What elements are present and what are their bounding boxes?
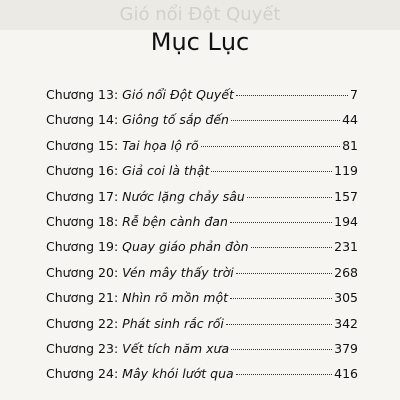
- page-number: 81: [342, 137, 358, 153]
- toc-entry-label: [46, 290, 228, 306]
- toc-entry: [46, 265, 358, 290]
- table-of-contents: [46, 87, 358, 392]
- page-number: 231: [334, 239, 358, 255]
- dot-leader: [236, 273, 332, 274]
- page-number: 194: [334, 213, 358, 229]
- page-number: 7: [350, 87, 358, 102]
- chapter-number: Chương 13:: [46, 87, 119, 102]
- chapter-number: Chương 24:: [46, 366, 119, 382]
- chapter-title: Phát sinh rắc rối: [122, 315, 224, 331]
- dot-leader: [231, 349, 332, 350]
- page-number: 119: [334, 163, 358, 179]
- chapter-number: Chương 15:: [46, 137, 119, 153]
- toc-entry-label: [46, 87, 234, 103]
- page-number: 268: [334, 264, 358, 280]
- chapter-number: Chương 17:: [46, 188, 119, 204]
- chapter-title: Vén mây thấy trời: [122, 264, 234, 280]
- dot-leader: [201, 146, 340, 147]
- toc-entry: [46, 163, 358, 188]
- page-number: 416: [334, 366, 358, 382]
- page-number: 305: [334, 290, 358, 306]
- dot-leader: [230, 298, 332, 299]
- chapter-number: Chương 23:: [46, 340, 119, 356]
- toc-entry-label: [46, 316, 224, 332]
- toc-entry-label: [46, 138, 199, 154]
- toc-entry: [46, 189, 358, 214]
- dot-leader: [247, 197, 332, 198]
- toc-entry: [46, 366, 358, 391]
- page-title: Mục Lục: [150, 28, 250, 56]
- toc-entry: [46, 239, 358, 264]
- dot-leader: [211, 171, 332, 172]
- page-number: 157: [334, 188, 358, 204]
- toc-entry: [46, 214, 358, 239]
- dot-leader: [251, 247, 333, 248]
- toc-entry: [46, 112, 358, 137]
- chapter-number: Chương 14:: [46, 112, 119, 128]
- chapter-title: Tai họa lộ rõ: [122, 137, 199, 153]
- chapter-number: Chương 16:: [46, 163, 119, 179]
- bleed-through-strip: [0, 0, 400, 30]
- dot-leader: [231, 120, 340, 121]
- bleed-through-title: Gió nổi Đột Quyết: [119, 4, 281, 25]
- toc-entry: [46, 87, 358, 112]
- dot-leader: [226, 324, 332, 325]
- chapter-title: Nhìn rõ mồn một: [122, 290, 229, 306]
- chapter-title: Gió nổi Đột Quyết: [122, 87, 234, 102]
- toc-entry: [46, 341, 358, 366]
- chapter-title: Giông tố sắp đến: [122, 112, 229, 128]
- toc-entry: [46, 316, 358, 341]
- chapter-title: Quay giáo phản đòn: [122, 239, 249, 255]
- chapter-title: Nước lặng chảy sâu: [122, 188, 245, 204]
- chapter-title: Giả coi là thật: [122, 163, 210, 179]
- page-number: 379: [334, 340, 358, 356]
- toc-entry-label: [46, 366, 234, 382]
- dot-leader: [236, 95, 348, 96]
- chapter-number: Chương 22:: [46, 315, 119, 331]
- dot-leader: [230, 222, 332, 223]
- chapter-number: Chương 21:: [46, 290, 119, 306]
- toc-entry-label: [46, 341, 229, 357]
- chapter-title: Rễ bện cành đan: [122, 213, 228, 229]
- chapter-title: Mây khói lướt qua: [122, 366, 234, 382]
- toc-entry-label: [46, 189, 245, 205]
- chapter-number: Chương 18:: [46, 213, 119, 229]
- page-number: 44: [342, 112, 358, 128]
- dot-leader: [236, 374, 332, 375]
- toc-entry-label: [46, 239, 249, 255]
- page-number: 342: [334, 315, 358, 331]
- toc-entry-label: [46, 112, 229, 128]
- chapter-title: Vết tích năm xưa: [122, 340, 230, 356]
- toc-entry: [46, 290, 358, 315]
- chapter-number: Chương 20:: [46, 264, 119, 280]
- toc-entry-label: [46, 214, 228, 230]
- chapter-number: Chương 19:: [46, 239, 119, 255]
- toc-entry: [46, 138, 358, 163]
- toc-entry-label: [46, 265, 234, 281]
- toc-entry-label: [46, 163, 209, 179]
